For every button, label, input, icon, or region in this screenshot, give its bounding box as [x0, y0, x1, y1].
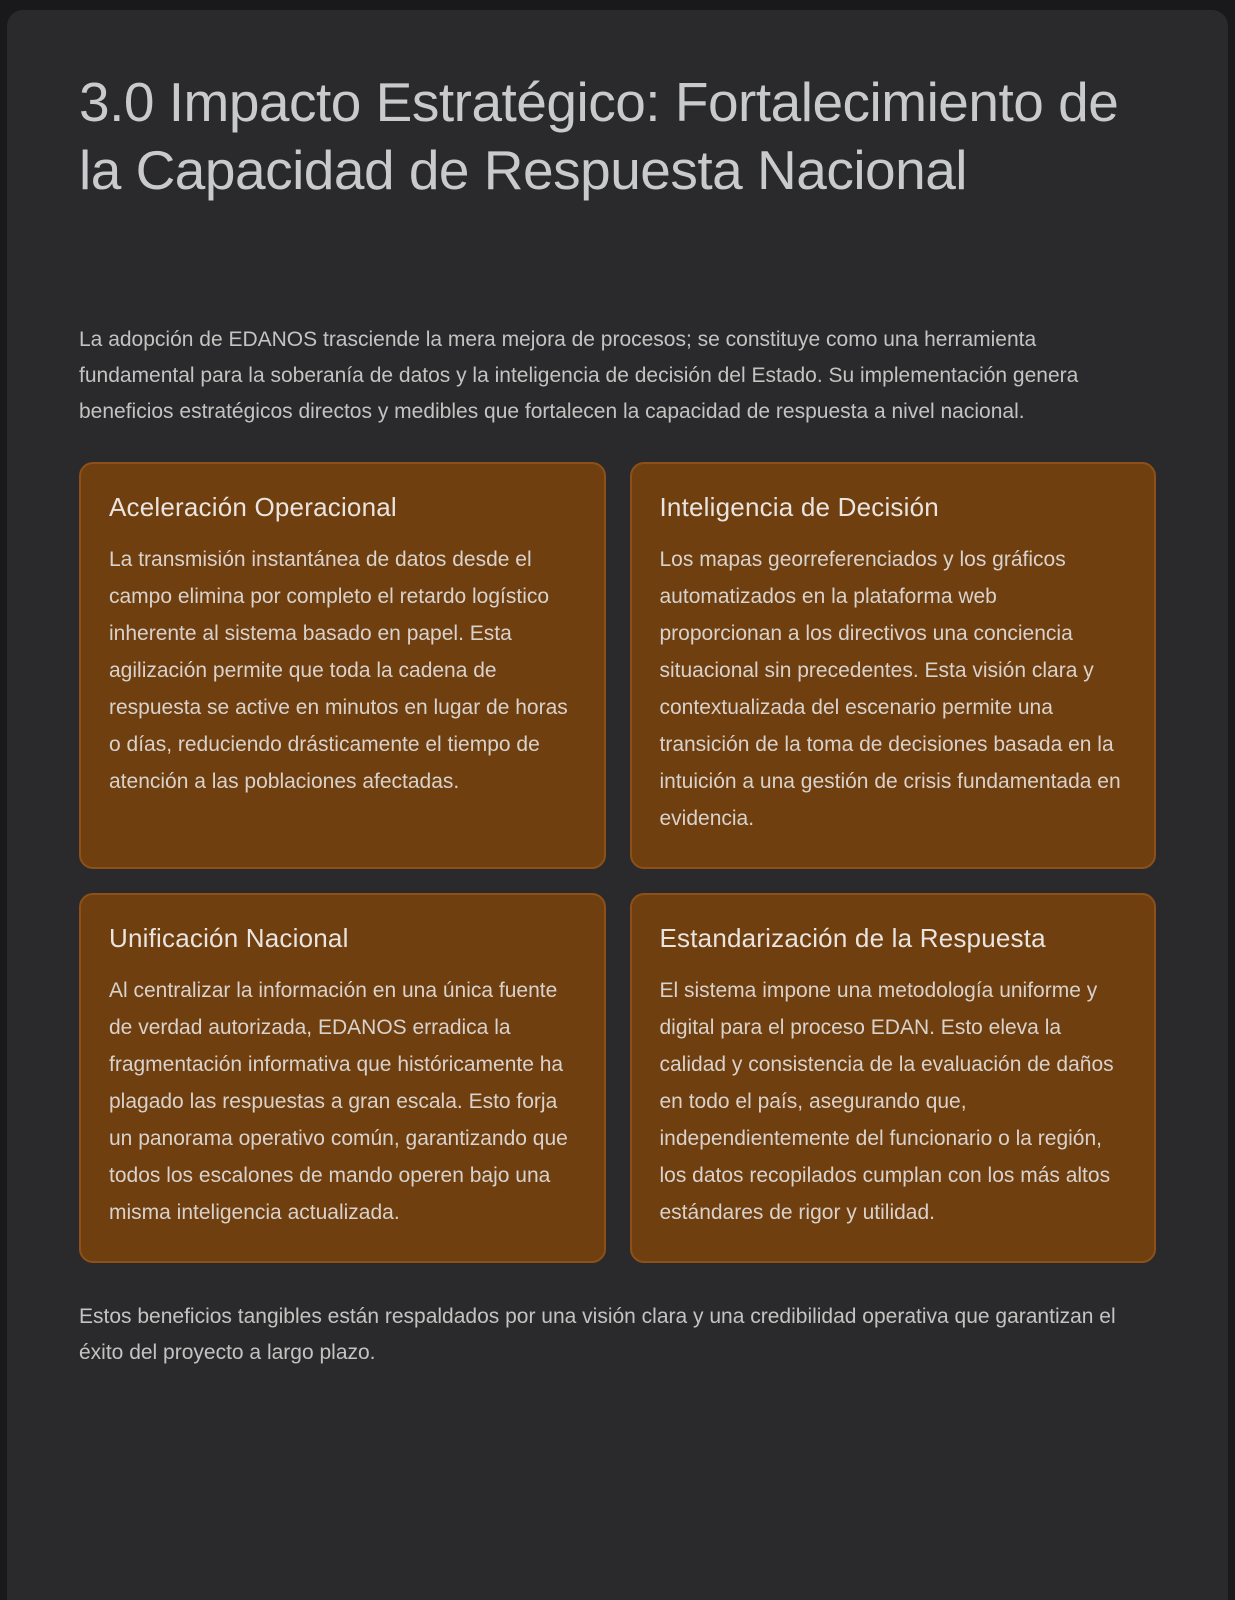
card-unificacion-nacional: [79, 893, 606, 1263]
benefit-card-grid: [79, 462, 1156, 1263]
intro-paragraph: La adopción de EDANOS trasciende la mera mejora de procesos; se constituye como una herramienta fundamental para la soberanía de datos y la inteligencia de decisión del Estado. Su implementación genera beneficios estratégicos directos y medibles que fortalecen la capacidad de respuesta a nivel nacional.: [79, 328, 1079, 424]
report-page: [7, 10, 1228, 1600]
card-title: Inteligencia de Decisión: [659, 492, 939, 523]
outro-paragraph: Estos beneficios tangibles están respaldados por una visión clara y una credibilidad operativa que garantizan el éxito del proyecto a largo plazo.: [79, 1305, 1116, 1365]
card-inteligencia-de-decision: [630, 462, 1157, 869]
page-title: 3.0 Impacto Estratégico: Fortalecimiento de la Capacidad de Respuesta Nacional: [79, 71, 1119, 202]
card-title: Aceleración Operacional: [109, 492, 397, 523]
card-title: Estandarización de la Respuesta: [659, 923, 1046, 954]
card-title: Unificación Nacional: [109, 923, 349, 954]
card-body: La transmisión instantánea de datos desde el campo elimina por completo el retardo logístico inherente al sistema basado en papel. Esta agilización permite que toda la cadena de respuesta se active en minutos en lugar de horas o días, reduciendo drásticamente el tiempo de atención a las poblaciones afectadas.: [109, 548, 568, 794]
card-estandarizacion-de-la-respuesta: [630, 893, 1157, 1263]
card-aceleracion-operacional: [79, 462, 606, 869]
card-body: Los mapas georreferenciados y los gráficos automatizados en la plataforma web proporcionan a los directivos una conciencia situacional sin precedentes. Esta visión clara y contextualizada del escenario permite una transición de la toma de decisiones basada en la intuición a una gestión de crisis fundamentada en evidencia.: [659, 548, 1121, 831]
card-body: Al centralizar la información en una única fuente de verdad autorizada, EDANOS erradica la fragmentación informativa que históricamente ha plagado las respuestas a gran escala. Esto forja un panorama operativo común, garantizando que todos los escalones de mando operen bajo una misma inteligencia actualizada.: [109, 979, 568, 1225]
card-body: El sistema impone una metodología uniforme y digital para el proceso EDAN. Esto eleva la calidad y consistencia de la evaluación de daños en todo el país, asegurando que, independientemente del funcionario o la región, los datos recopilados cumplan con los más altos estándares de rigor y utilidad.: [659, 979, 1114, 1225]
